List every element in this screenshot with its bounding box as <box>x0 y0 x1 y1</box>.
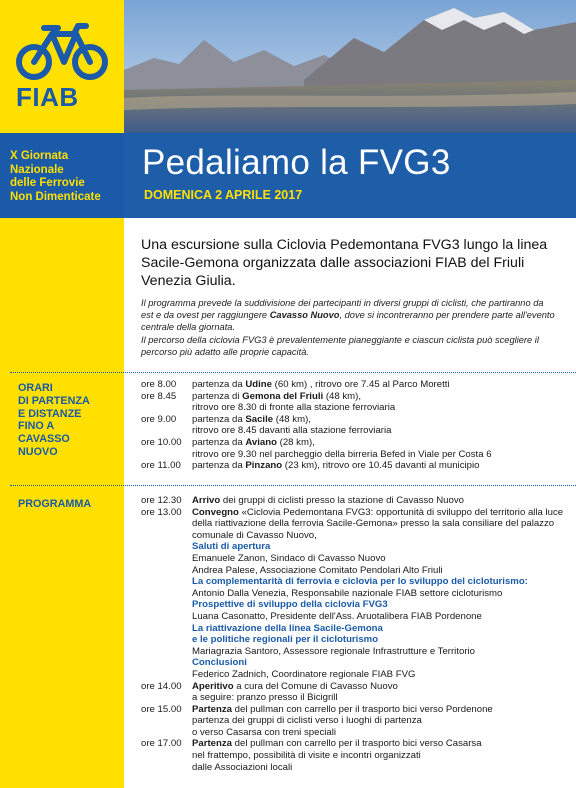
intro-note: Il programma prevede la suddivisione dei partecipanti in diversi gruppi di ciclisti, che partiranno da est e da ovest per raggiungere Cavasso Nuovo, dove si incontreranno per prendere parte all'evento centrale della giornata. Il percorso della ciclovia FVG3 è prevalentemente pianeggiante e ciascun ciclista può scegliere il percorso più adatto alle proprie capacità. <box>141 298 555 357</box>
list-item: ore 8.00 partenza da Udine (60 km) , ritrovo ore 7.45 al Parco Moretti <box>141 379 450 390</box>
section-divider <box>10 372 576 373</box>
list-item: ore 15.00 Partenza del pullman con carrello per il trasporto bici verso Pordenone partenza dei gruppi di ciclisti verso i luoghi di partenza o verso Casarsa con treni speciali <box>141 703 493 738</box>
section-divider <box>10 485 576 486</box>
programma-list <box>141 495 571 773</box>
bicycle-icon <box>14 22 110 82</box>
list-item: ore 12.30 Arrivo dei gruppi di ciclisti presso la stazione di Cavasso Nuovo <box>141 495 464 506</box>
list-item: ore 13.00 Convegno «Ciclovia Pedemontana FVG3: opportunità di sviluppo del territorio alla luce della riattivazione della ferrovia Sacile-Gemona» presso la sala consiliare del palazzo comunale di Cavasso Nuovo, Saluti di apertura Emanuele Zanon, Sindaco di Cavasso Nuovo Andrea Palese, Associazione Comitato Pendolari Alto Friuli La complementarità di ferrovia e ciclovia per lo sviluppo del cicloturismo: Antonio Dalla Venezia, Responsabile nazionale FIAB settore cicloturismo Prospettive di sviluppo della ciclovia FVG3 Luana Casonatto, Presidente dell'Ass. Aruotalibera FIAB Pordenone La riattivazione della linea Sacile-Gemona e le politiche regionali per il cicloturismo Mariagrazia Santoro, Assessore regionale Infrastrutture e Territorio Conclusioni Federico Zadnich, Coordinatore regionale FIAB FVG <box>141 506 564 680</box>
intro-lead: Una escursione sulla Ciclovia Pedemontana FVG3 lungo la linea Sacile-Gemona organizzata dalle associazioni FIAB del Friuli Venezia Giulia. <box>141 237 548 289</box>
event-name: X Giornata Nazionale delle Ferrovie Non Dimenticate <box>10 150 101 203</box>
mountain-photo <box>124 0 576 133</box>
orari-list <box>141 379 571 472</box>
list-item: ore 8.45 partenza di Gemona del Friuli (48 km), ritrovo ore 8.30 di fronte alla stazione ferroviaria <box>141 390 396 414</box>
hero-banner <box>124 0 576 218</box>
programma-label: PROGRAMMA <box>18 498 92 510</box>
list-item: ore 17.00 Partenza del pullman con carrello per il trasporto bici verso Casarsa nel frattempo, possibilità di visite e incontri organizzati dalle Associazioni locali <box>141 738 482 773</box>
list-item: ore 14.00 Aperitivo a cura del Comune di Cavasso Nuovo a seguire: pranzo presso il Bicigrill <box>141 680 398 704</box>
fiab-logo-text: FIAB <box>16 82 79 112</box>
page-title: Pedaliamo la FVG3 <box>142 143 451 182</box>
orari-label: ORARI DI PARTENZA E DISTANZE FINO A CAVASSO NUOVO <box>18 382 90 458</box>
event-date: DOMENICA 2 APRILE 2017 <box>144 188 303 202</box>
list-item: ore 10.00 partenza da Aviano (28 km), ritrovo ore 9.30 nel parcheggio della birreria Befed in Viale per Costa 6 <box>141 436 492 460</box>
list-item: ore 11.00 partenza da Pinzano (23 km), ritrovo ore 10.45 davanti al municipio <box>141 460 480 472</box>
list-item: ore 9.00 partenza da Sacile (48 km), ritrovo ore 8.45 davanti alla stazione ferroviaria <box>141 413 392 437</box>
